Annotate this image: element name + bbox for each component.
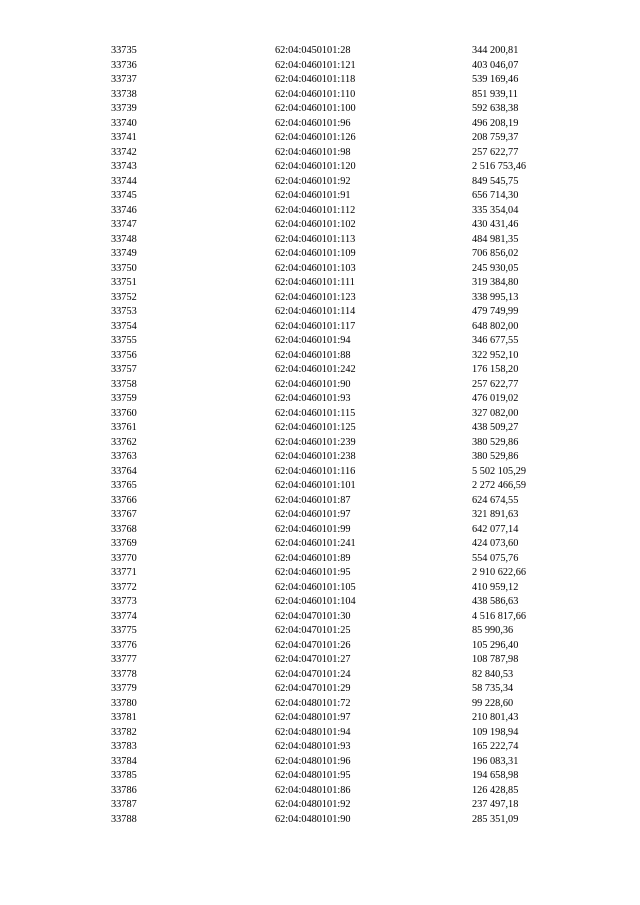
cadastral-number: 62:04:0460101:117	[275, 320, 356, 332]
cadastral-value: 438 509,27	[472, 422, 519, 433]
cadastral-value: 322 952,10	[472, 349, 519, 361]
cadastral-number: 62:04:0460101:103	[275, 262, 356, 274]
cadastral-value: 624 674,55	[472, 494, 519, 506]
cadastral-number: 62:04:0460101:98	[275, 146, 351, 158]
cadastral-number: 62:04:0470101:24	[275, 668, 351, 680]
table-row	[0, 291, 640, 306]
cadastral-number: 62:04:0460101:91	[275, 190, 351, 201]
cadastral-number: 62:04:0460101:238	[275, 451, 356, 462]
table-row	[0, 595, 640, 610]
row-number: 33738	[111, 88, 137, 100]
cadastral-value: 851 939,11	[472, 88, 518, 100]
cadastral-number: 62:04:0480101:93	[275, 741, 351, 752]
row-number: 33747	[111, 219, 137, 230]
row-number: 33783	[111, 741, 137, 752]
cadastral-value: 479 749,99	[472, 306, 519, 317]
table-row	[0, 450, 640, 465]
table-row	[0, 334, 640, 349]
cadastral-number: 62:04:0460101:242	[275, 364, 356, 375]
cadastral-value: 2 910 622,66	[472, 567, 527, 578]
cadastral-number: 62:04:0460101:113	[275, 233, 356, 245]
cadastral-value: 554 075,76	[472, 552, 519, 564]
cadastral-number: 62:04:0480101:90	[275, 813, 351, 825]
row-number: 33763	[111, 451, 137, 462]
table-row	[0, 349, 640, 364]
table-row	[0, 189, 640, 204]
cadastral-value: 194 658,98	[472, 770, 519, 781]
cadastral-value: 424 073,60	[472, 538, 519, 549]
row-number: 33737	[111, 74, 137, 85]
table-row	[0, 726, 640, 741]
cadastral-number: 62:04:0460101:112	[275, 204, 356, 216]
table-row	[0, 262, 640, 277]
table-row	[0, 204, 640, 219]
cadastral-number: 62:04:0480101:97	[275, 712, 351, 723]
table-row	[0, 711, 640, 726]
cadastral-number: 62:04:0460101:101	[275, 480, 356, 491]
cadastral-value: 99 228,60	[472, 697, 514, 709]
row-number: 33762	[111, 436, 137, 448]
table-row	[0, 378, 640, 393]
row-number: 33786	[111, 784, 137, 796]
table-row	[0, 218, 640, 233]
cadastral-number: 62:04:0470101:26	[275, 639, 351, 651]
row-number: 33758	[111, 378, 137, 390]
cadastral-number: 62:04:0460101:109	[275, 248, 356, 259]
row-number: 33756	[111, 349, 137, 361]
row-number: 33788	[111, 813, 137, 825]
table-row	[0, 44, 640, 59]
cadastral-number: 62:04:0460101:96	[275, 117, 351, 129]
cadastral-value: 539 169,46	[472, 74, 519, 85]
cadastral-value: 196 083,31	[472, 755, 519, 767]
cadastral-value: 335 354,04	[472, 204, 519, 216]
table-row	[0, 320, 640, 335]
cadastral-value: 85 990,36	[472, 625, 514, 636]
table-row	[0, 363, 640, 378]
table-row	[0, 392, 640, 407]
row-number: 33780	[111, 697, 137, 709]
cadastral-value: 165 222,74	[472, 741, 519, 752]
table-row	[0, 146, 640, 161]
cadastral-value: 346 677,55	[472, 335, 519, 346]
row-number: 33739	[111, 103, 137, 114]
table-row	[0, 102, 640, 117]
row-number: 33742	[111, 146, 137, 158]
table-row	[0, 407, 640, 422]
cadastral-value: 706 856,02	[472, 248, 519, 259]
cadastral-number: 62:04:0460101:105	[275, 581, 356, 593]
table-row	[0, 117, 640, 132]
table-row	[0, 131, 640, 146]
table-row	[0, 276, 640, 291]
row-number: 33748	[111, 233, 137, 245]
row-number: 33751	[111, 277, 137, 288]
cadastral-number: 62:04:0460101:87	[275, 494, 351, 506]
table-row	[0, 233, 640, 248]
cadastral-number: 62:04:0480101:86	[275, 784, 351, 796]
cadastral-number: 62:04:0460101:92	[275, 175, 351, 187]
table-row	[0, 247, 640, 262]
cadastral-number: 62:04:0470101:27	[275, 654, 351, 665]
table-row	[0, 813, 640, 828]
cadastral-number: 62:04:0460101:121	[275, 59, 356, 71]
cadastral-value: 257 622,77	[472, 146, 519, 158]
row-number: 33766	[111, 494, 137, 506]
table-row	[0, 160, 640, 175]
cadastral-value: 109 198,94	[472, 726, 519, 738]
row-number: 33740	[111, 117, 137, 129]
cadastral-value: 4 516 817,66	[472, 610, 527, 622]
cadastral-value: 208 759,37	[472, 132, 519, 143]
row-number: 33744	[111, 175, 137, 187]
row-number: 33781	[111, 712, 137, 723]
cadastral-value: 476 019,02	[472, 393, 519, 404]
row-number: 33778	[111, 668, 137, 680]
table-row	[0, 682, 640, 697]
row-number: 33761	[111, 422, 137, 433]
cadastral-number: 62:04:0460101:88	[275, 349, 351, 361]
row-number: 33774	[111, 610, 137, 622]
table-row	[0, 73, 640, 88]
row-number: 33777	[111, 654, 137, 665]
cadastral-value: 257 622,77	[472, 378, 519, 390]
cadastral-number: 62:04:0460101:120	[275, 161, 356, 172]
cadastral-value: 126 428,85	[472, 784, 519, 796]
table-row	[0, 653, 640, 668]
cadastral-number: 62:04:0460101:111	[275, 277, 355, 288]
table-row	[0, 552, 640, 567]
cadastral-number: 62:04:0460101:116	[275, 465, 356, 477]
cadastral-number: 62:04:0460101:104	[275, 596, 356, 607]
table-row	[0, 305, 640, 320]
table-row	[0, 784, 640, 799]
cadastral-value: 380 529,86	[472, 451, 519, 462]
table-row	[0, 537, 640, 552]
cadastral-number: 62:04:0460101:115	[275, 407, 356, 419]
row-number: 33776	[111, 639, 137, 651]
cadastral-value: 642 077,14	[472, 523, 519, 535]
row-number: 33765	[111, 480, 137, 491]
cadastral-number: 62:04:0480101:94	[275, 726, 351, 738]
cadastral-number: 62:04:0460101:114	[275, 306, 356, 317]
cadastral-value: 105 296,40	[472, 639, 519, 651]
row-number: 33753	[111, 306, 137, 317]
cadastral-value: 338 995,13	[472, 291, 519, 303]
row-number: 33735	[111, 45, 137, 56]
row-number: 33773	[111, 596, 137, 607]
cadastral-value-table	[0, 44, 640, 827]
cadastral-number: 62:04:0480101:72	[275, 697, 351, 709]
row-number: 33746	[111, 204, 137, 216]
row-number: 33759	[111, 393, 137, 404]
cadastral-value: 2 516 753,46	[472, 161, 527, 172]
cadastral-value: 496 208,19	[472, 117, 519, 129]
table-row	[0, 59, 640, 74]
table-row	[0, 624, 640, 639]
cadastral-number: 62:04:0460101:118	[275, 74, 356, 85]
cadastral-value: 176 158,20	[472, 364, 519, 375]
table-row	[0, 740, 640, 755]
row-number: 33749	[111, 248, 137, 259]
cadastral-value: 380 529,86	[472, 436, 519, 448]
cadastral-value: 58 735,34	[472, 683, 514, 694]
row-number: 33743	[111, 161, 137, 172]
table-row	[0, 668, 640, 683]
table-row	[0, 88, 640, 103]
cadastral-number: 62:04:0460101:239	[275, 436, 356, 448]
cadastral-number: 62:04:0460101:100	[275, 103, 356, 114]
cadastral-number: 62:04:0470101:29	[275, 683, 351, 694]
row-number: 33754	[111, 320, 137, 332]
table-row	[0, 479, 640, 494]
cadastral-value: 327 082,00	[472, 407, 519, 419]
row-number: 33760	[111, 407, 137, 419]
cadastral-value: 410 959,12	[472, 581, 519, 593]
table-row	[0, 755, 640, 770]
row-number: 33771	[111, 567, 137, 578]
row-number: 33782	[111, 726, 137, 738]
cadastral-number: 62:04:0460101:97	[275, 509, 351, 520]
cadastral-value: 403 046,07	[472, 59, 519, 71]
table-row	[0, 769, 640, 784]
cadastral-number: 62:04:0460101:93	[275, 393, 351, 404]
row-number: 33784	[111, 755, 137, 767]
row-number: 33757	[111, 364, 137, 375]
cadastral-value: 319 384,80	[472, 277, 519, 288]
cadastral-number: 62:04:0460101:125	[275, 422, 356, 433]
table-row	[0, 465, 640, 480]
table-row	[0, 421, 640, 436]
row-number: 33769	[111, 538, 137, 549]
cadastral-number: 62:04:0460101:90	[275, 378, 351, 390]
row-number: 33768	[111, 523, 137, 535]
cadastral-number: 62:04:0480101:96	[275, 755, 351, 767]
table-row	[0, 175, 640, 190]
row-number: 33752	[111, 291, 137, 303]
table-row	[0, 639, 640, 654]
table-row	[0, 494, 640, 509]
cadastral-number: 62:04:0460101:89	[275, 552, 351, 564]
cadastral-value: 245 930,05	[472, 262, 519, 274]
row-number: 33787	[111, 799, 137, 810]
table-row	[0, 697, 640, 712]
cadastral-number: 62:04:0460101:241	[275, 538, 356, 549]
cadastral-value: 438 586,63	[472, 596, 519, 607]
row-number: 33764	[111, 465, 137, 477]
table-row	[0, 610, 640, 625]
cadastral-value: 108 787,98	[472, 654, 519, 665]
row-number: 33741	[111, 132, 137, 143]
row-number: 33745	[111, 190, 137, 201]
cadastral-number: 62:04:0460101:126	[275, 132, 356, 143]
row-number: 33770	[111, 552, 137, 564]
cadastral-value: 2 272 466,59	[472, 480, 527, 491]
cadastral-number: 62:04:0460101:99	[275, 523, 351, 535]
row-number: 33785	[111, 770, 137, 781]
cadastral-value: 592 638,38	[472, 103, 519, 114]
row-number: 33775	[111, 625, 137, 636]
table-row	[0, 508, 640, 523]
cadastral-number: 62:04:0470101:30	[275, 610, 351, 622]
cadastral-number: 62:04:0450101:28	[275, 45, 351, 56]
cadastral-number: 62:04:0460101:94	[275, 335, 351, 346]
cadastral-value: 484 981,35	[472, 233, 519, 245]
cadastral-number: 62:04:0480101:92	[275, 799, 351, 810]
cadastral-number: 62:04:0460101:123	[275, 291, 356, 303]
cadastral-number: 62:04:0470101:25	[275, 625, 351, 636]
cadastral-number: 62:04:0460101:95	[275, 567, 351, 578]
row-number: 33779	[111, 683, 137, 694]
row-number: 33755	[111, 335, 137, 346]
table-row	[0, 523, 640, 538]
cadastral-value: 321 891,63	[472, 509, 519, 520]
cadastral-number: 62:04:0480101:95	[275, 770, 351, 781]
row-number: 33736	[111, 59, 137, 71]
row-number: 33750	[111, 262, 137, 274]
cadastral-value: 849 545,75	[472, 175, 519, 187]
cadastral-number: 62:04:0460101:110	[275, 88, 356, 100]
cadastral-value: 5 502 105,29	[472, 465, 527, 477]
cadastral-value: 648 802,00	[472, 320, 519, 332]
table-row	[0, 581, 640, 596]
cadastral-value: 210 801,43	[472, 712, 519, 723]
cadastral-value: 656 714,30	[472, 190, 519, 201]
cadastral-number: 62:04:0460101:102	[275, 219, 356, 230]
cadastral-value: 285 351,09	[472, 813, 519, 825]
cadastral-value: 344 200,81	[472, 45, 519, 56]
table-row	[0, 566, 640, 581]
table-row	[0, 436, 640, 451]
row-number: 33767	[111, 509, 137, 520]
cadastral-value: 430 431,46	[472, 219, 519, 230]
row-number: 33772	[111, 581, 137, 593]
cadastral-value: 237 497,18	[472, 799, 519, 810]
cadastral-value: 82 840,53	[472, 668, 514, 680]
table-row	[0, 798, 640, 813]
